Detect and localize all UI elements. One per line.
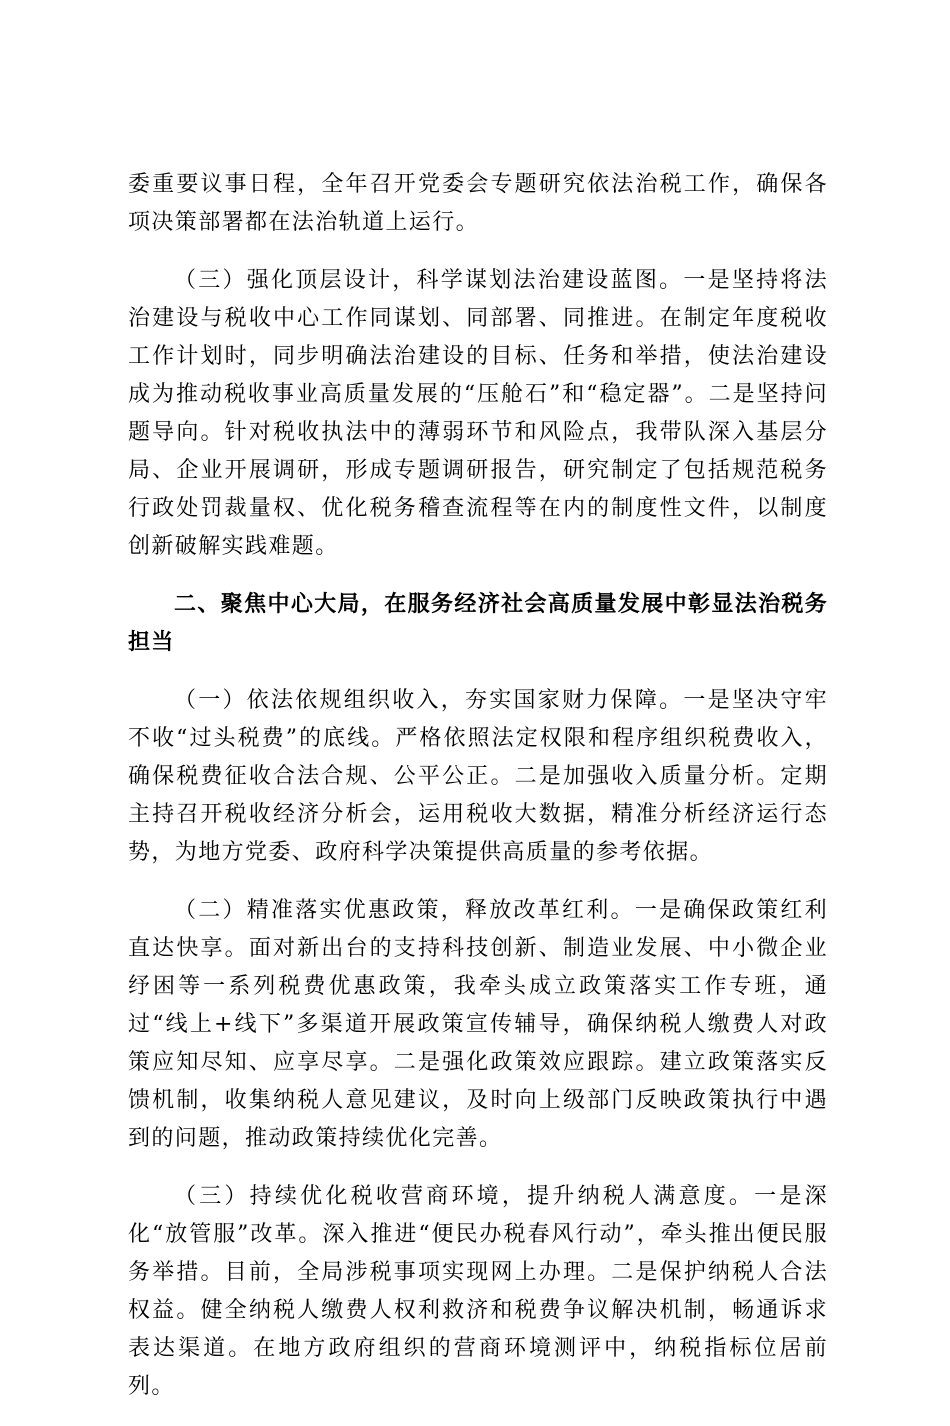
document-body: [128, 166, 828, 1426]
paragraph-section-3-top-level-design: （三）强化顶层设计，科学谋划法治建设蓝图。一是坚持将法治建设与税收中心工作同谋划、同部署、同推进。在制定年度税收工作计划时，同步明确法治建设的目标、任务和举措，使法治建设成为推动税收事业高质量发展的“压舱石”和“稳定器”。二是坚持问题导向。针对税收执法中的薄弱环节和风险点，我带队深入基层分局、企业开展调研，形成专题调研报告，研究制定了包括规范税务行政处罚裁量权、优化税务稽查流程等在内的制度性文件，以制度创新破解实践难题。: [128, 268, 828, 559]
paragraph-section-1-revenue: （一）依法依规组织收入，夯实国家财力保障。一是坚决守牢不收“过头税费”的底线。严格依照法定权限和程序组织税费收入，确保税费征收合法合规、公平公正。二是加强收入质量分析。定期主持召开税收经济分析会，运用税收大数据，精准分析经济运行态势，为地方党委、政府科学决策提供高质量的参考依据。: [128, 688, 828, 865]
section-heading-2: 二、聚焦中心大局，在服务经济社会高质量发展中彰显法治税务担当: [128, 592, 828, 655]
paragraph-section-3-business-environment: （三）持续优化税收营商环境，提升纳税人满意度。一是深化“放管服”改革。深入推进“便民办税春风行动”，牵头推出便民服务举措。目前，全局涉税事项实现网上办理。二是保护纳税人合法权益。健全纳税人缴费人权利救济和税费争议解决机制，畅通诉求表达渠道。在地方政府组织的营商环境测评中，纳税指标位居前列。: [128, 1184, 828, 1399]
paragraph-section-2-preferential-policy: （二）精准落实优惠政策，释放改革红利。一是确保政策红利直达快享。面对新出台的支持科技创新、制造业发展、中小微企业纾困等一系列税费优惠政策，我牵头成立政策落实工作专班，通过“线上+线下”多渠道开展政策宣传辅导，确保纳税人缴费人对政策应知尽知、应享尽享。二是强化政策效应跟踪。建立政策落实反馈机制，收集纳税人意见建议，及时向上级部门反映政策执行中遇到的问题，推动政策持续优化完善。: [128, 898, 828, 1151]
paragraph-continuation: 委重要议事日程，全年召开党委会专题研究依法治税工作，确保各项决策部署都在法治轨道上运行。: [128, 172, 828, 235]
